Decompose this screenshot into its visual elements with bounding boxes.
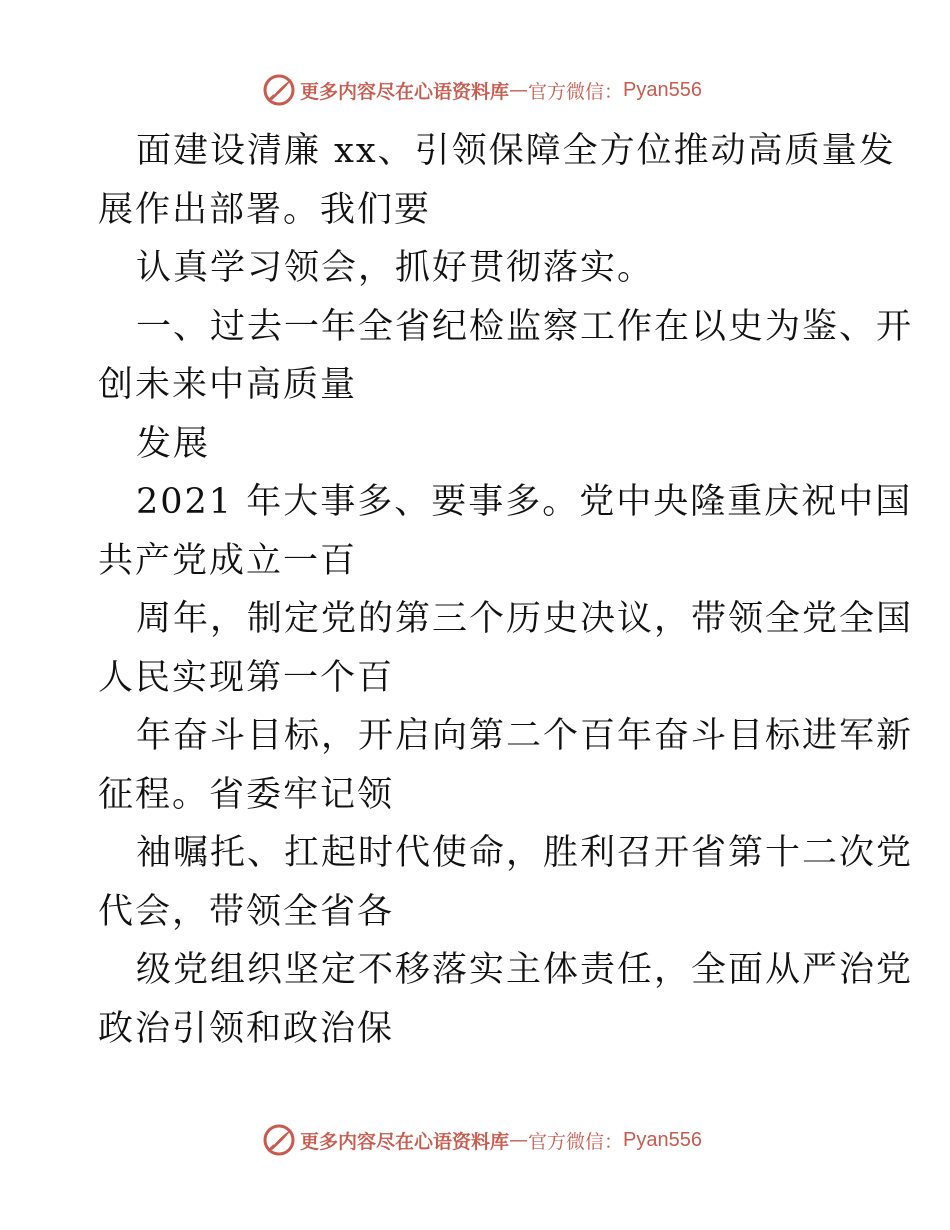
banner-wechat-id: Pyan556 xyxy=(623,1128,702,1151)
banner-separator: — xyxy=(509,1129,529,1151)
body-text-line: 代会，带领全省各 xyxy=(98,891,395,932)
body-text-line: 征程。省委牢记领 xyxy=(98,774,395,815)
body-text-line: 展作出部署。我们要 xyxy=(98,189,432,230)
body-text-line: 认真学习领会，抓好贯彻落实。 xyxy=(136,248,655,288)
body-text-line: 袖嘱托、扛起时代使命，胜利召开省第十二次党 xyxy=(136,833,914,873)
banner-contact-label: 官方微信： xyxy=(528,1130,624,1153)
body-text-line: 周年，制定党的第三个历史决议，带领全党全国 xyxy=(136,599,914,639)
body-text-line: 共产党成立一百 xyxy=(98,540,358,581)
footer-watermark-banner xyxy=(0,1120,950,1160)
banner-wechat-id: Pyan556 xyxy=(623,78,702,101)
feather-pen-logo-icon xyxy=(262,73,296,107)
body-text-line: 发展 xyxy=(136,423,211,464)
banner-separator: — xyxy=(509,79,529,101)
body-text-line: 年奋斗目标，开启向第二个百年奋斗目标进军新 xyxy=(136,716,914,756)
body-text-line: 面建设清廉 xx、引领保障全方位推动高质量发 xyxy=(136,131,896,171)
banner-contact-label: 官方微信： xyxy=(528,80,624,103)
document-body xyxy=(98,122,914,1058)
body-text-line: 政治引领和政治保 xyxy=(98,1008,395,1049)
body-text-line: 人民实现第一个百 xyxy=(98,657,395,698)
header-watermark-banner xyxy=(0,70,950,110)
body-text-line: 级党组织坚定不移落实主体责任，全面从严治党 xyxy=(136,950,914,990)
banner-slogan: 更多内容尽在心语资料库 xyxy=(300,1130,510,1153)
banner-slogan: 更多内容尽在心语资料库 xyxy=(300,80,510,103)
feather-pen-logo-icon xyxy=(262,1123,296,1157)
body-text-line: 2021 年大事多、要事多。党中央隆重庆祝中国 xyxy=(136,482,913,522)
body-text-line: 一、过去一年全省纪检监察工作在以史为鉴、开 xyxy=(136,306,914,347)
body-text-line: 创未来中高质量 xyxy=(98,365,358,405)
